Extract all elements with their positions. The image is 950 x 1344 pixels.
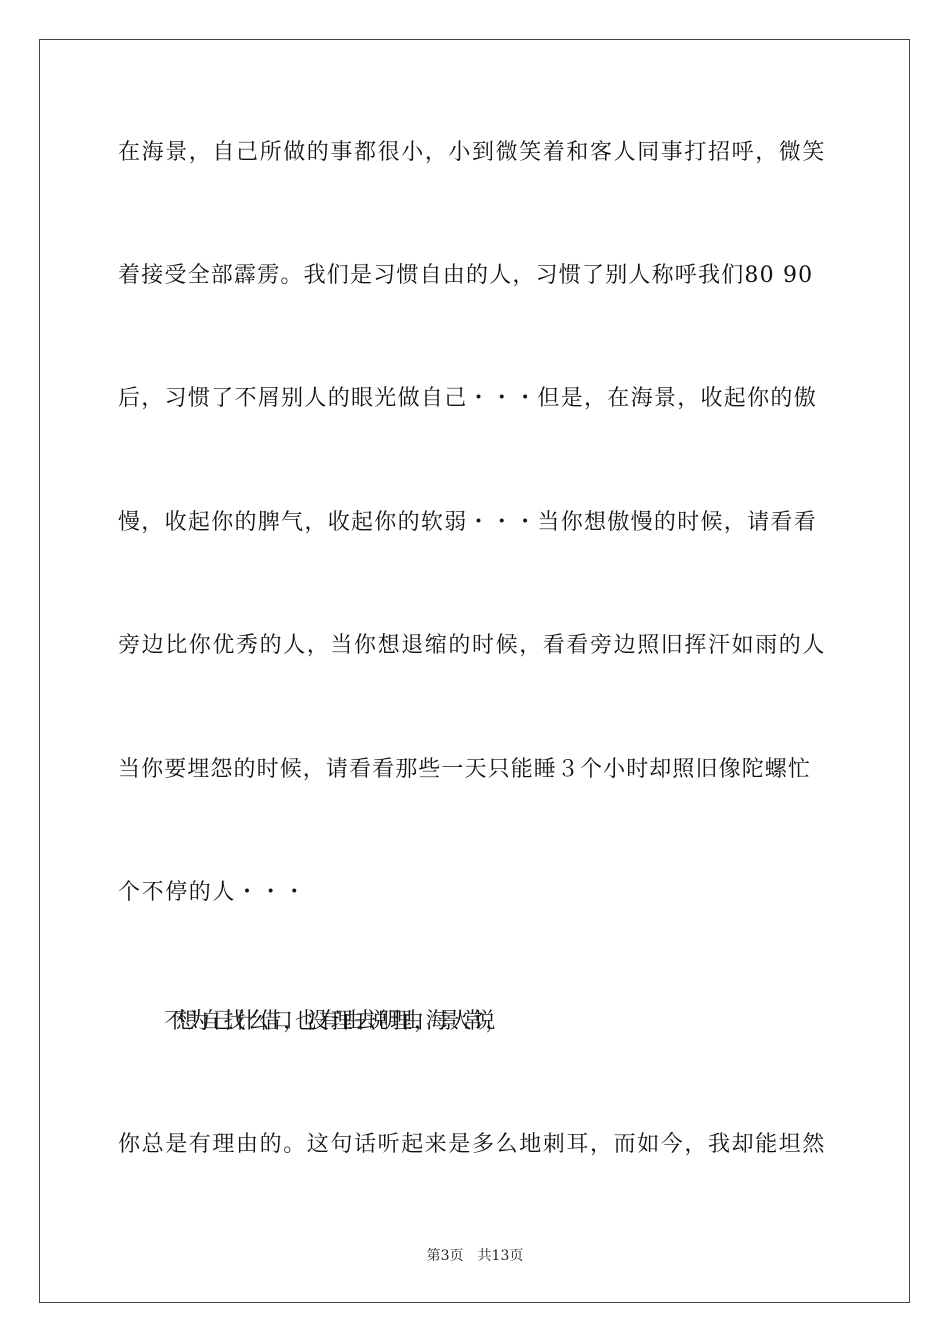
body-text-line: 在海景，自己所做的事都很小，小到微笑着和客人同事打招呼，微笑 [118,140,827,165]
page-border [39,39,910,1303]
page-total: 共13页 [477,1248,524,1264]
paragraph-first-line: 不想为自己找什么借口，也没有理由去说明理由，海景人常说， [164,1009,498,1034]
body-text-line: 个不停的人・・・ [118,880,307,905]
body-text-line: 后，习惯了不屑别人的眼光做自己・・・但是，在海景，收起你的傲 [118,386,818,411]
body-text-line: 你总是有理由的。这句话听起来是多么地刺耳，而如今，我却能坦然 [118,1132,827,1157]
body-text-line: 当你要埋怨的时候，请看看那些一天只能睡３个小时却照旧像陀螺忙 [118,757,812,782]
body-text-line: 旁边比你优秀的人，当你想退缩的时候，看看旁边照旧挥汗如雨的人 [118,633,827,658]
body-text-line: 着接受全部霹雳。我们是习惯自由的人，习惯了别人称呼我们80 90 [118,263,814,288]
body-text-line: 慢，收起你的脾气，收起你的软弱・・・当你想傲慢的时候，请看看 [118,510,818,535]
page-footer [0,1247,950,1265]
page-number: 第3页 [426,1248,464,1264]
